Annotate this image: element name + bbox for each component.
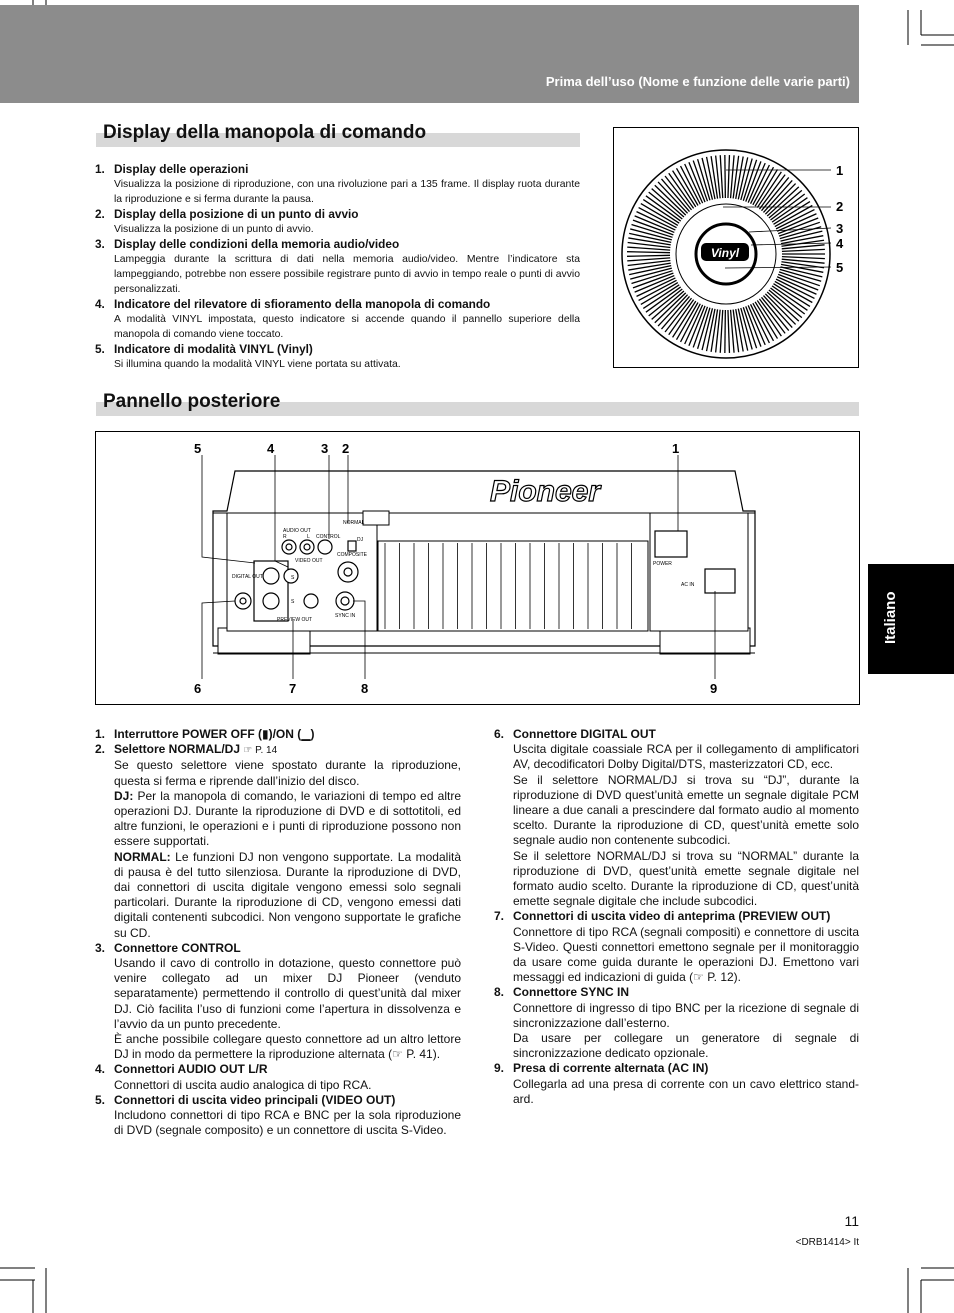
rear-panel-figure xyxy=(95,431,860,705)
document-code: <DRB1414> It xyxy=(795,1237,859,1248)
svg-text:R: R xyxy=(283,534,287,540)
jog-dial-figure xyxy=(613,127,859,368)
callout: 9 xyxy=(710,681,718,696)
svg-text:DIGITAL OUT: DIGITAL OUT xyxy=(232,574,263,580)
list-item: 9. Presa di corrente alternata (AC IN) Collegarla ad una presa di corrente con un cavo elettrico stand-ard. xyxy=(494,1061,859,1106)
svg-text:CONTROL: CONTROL xyxy=(316,534,341,540)
dial-tick xyxy=(725,310,726,353)
list-item: 8. Connettore SYNC IN Connettore di ingresso di tipo BNC per la ricezione di segnale di sincronizzazione dall’esterno. Da usare per collegare un generatore di segnale di sincronizzazione dedicato opzionale. xyxy=(494,985,859,1061)
jog-display-list xyxy=(95,162,580,372)
svg-text:DJ: DJ xyxy=(357,537,364,543)
brand-logo: Pioneer xyxy=(490,475,601,508)
callout: 2 xyxy=(836,199,844,214)
callout: 4 xyxy=(267,441,275,456)
svg-text:SYNC IN: SYNC IN xyxy=(335,613,356,619)
rear-panel-list-left xyxy=(95,727,461,1138)
list-item: 5. Connettori di uscita video principali (VIDEO OUT) Includono connettori di tipo RCA e BNC per la sola riproduzione di DVD (segnale composito) e un connettore di uscita S-Video. xyxy=(95,1092,461,1138)
list-item: 1. Interruttore POWER OFF (▮)/ON (▁) xyxy=(95,727,315,741)
svg-text:S: S xyxy=(291,599,295,605)
svg-text:POWER: POWER xyxy=(653,561,672,567)
rear-panel-list-right xyxy=(494,727,859,1107)
list-item: 4. Indicatore del rilevatore di sfioramento della manopola di comando A modalità VINYL impostata, questo indicatore si accende quando il pannello superiore della manopola di comando viene toccato. xyxy=(95,297,580,340)
svg-text:VIDEO OUT: VIDEO OUT xyxy=(295,558,323,564)
list-item: 3. Display delle condizioni della memoria audio/video Lampeggia durante la scrittura di dati nella memoria audio/video. Mentre l’indicatore sta lampeggiando, potrebbe non essere possibile registrare punto di avvio in tempo reale o punti di avvio personalizzati. xyxy=(95,237,580,295)
list-item: 2. Selettore NORMAL/DJ ☞ P. 14 Se questo selettore viene spostato durante la riproduzione, questa si ferma e riprende dall’inizio del disco. DJ: Per la manopola di comando, le variazioni di tempo ed altre operazioni DJ. Durante la riproduzione di DVD e di sottotitoli, ed altre funzioni, le operazioni e i punti di riproduzione possono non essere supportati. NORMAL: Le funzioni DJ non vengono supportate. La modalità di pausa è del tutto silenziosa. Durante la riproduzione di DVD, dai connettori di uscita digitale vengono emessi solo segnali particolari. Durante la riproduzione di CD, vengono emessi dati digitali contenenti subcodici. Non vengono supportate le grafiche su CD. xyxy=(95,742,461,940)
dial-tick xyxy=(725,155,726,198)
list-item: 5. Indicatore di modalità VINYL (Vinyl) Si illumina quando la modalità VINYL viene portata su attivata. xyxy=(95,342,401,370)
callout: 5 xyxy=(836,260,844,275)
callout: 1 xyxy=(672,441,680,456)
callout: 3 xyxy=(836,221,844,236)
svg-text:AC IN: AC IN xyxy=(681,582,695,588)
callout: 1 xyxy=(836,163,844,178)
svg-text:S: S xyxy=(291,575,295,581)
callout: 4 xyxy=(836,236,844,251)
section-title-jog-display: Display della manopola di comando xyxy=(96,133,580,147)
list-item: 4. Connettori AUDIO OUT L/R Connettori di uscita audio analogica di tipo RCA. xyxy=(95,1062,372,1092)
callout: 3 xyxy=(321,441,329,456)
svg-text:AUDIO OUT: AUDIO OUT xyxy=(283,528,311,534)
list-item: 3. Connettore CONTROL Usando il cavo di controllo in dotazione, questo connettore può venire collegato ad un mixer DJ Pioneer (venduto separatamente) permettendo il controllo di quest’unità dal mixer DJ. Ciò facilita l’uso di funzioni come l’apertura in dissolvenza e l’avvio da un punto precedente. È anche possibile collegare questo connettore ad un altro lettore DJ in modo da permettere la riproduzione alternata (☞ P. 41). xyxy=(95,940,461,1062)
language-tab: Italiano xyxy=(868,564,954,674)
callout: 6 xyxy=(194,681,202,696)
header-subtitle: Prima dell’uso (Nome e funzione delle varie parti) xyxy=(545,74,850,89)
callout: 5 xyxy=(194,441,202,456)
vinyl-label: Vinyl xyxy=(710,246,740,260)
callout: 8 xyxy=(361,681,369,696)
svg-text:NORMAL: NORMAL xyxy=(343,520,365,526)
page-number: 11 xyxy=(844,1213,859,1229)
svg-text:PREVIEW OUT: PREVIEW OUT xyxy=(277,617,313,623)
list-item: 7. Connettori di uscita video di anteprima (PREVIEW OUT) Connettore di tipo RCA (segnali compositi) e connettore di uscita S-Video. Questi connettori emettono segnale per il monitoraggio da usare come guida durante le operazioni DJ. Emettono vari messaggi ed indicazioni di guida (☞ P. 12). xyxy=(494,909,859,985)
list-item: 2. Display della posizione di un punto di avvio Visualizza la posizione di un punto di avvio. xyxy=(95,207,359,235)
svg-text:L: L xyxy=(307,534,310,540)
svg-text:COMPOSITE: COMPOSITE xyxy=(337,552,368,558)
list-item: 6. Connettore DIGITAL OUT Uscita digitale coassiale RCA per il collegamento di amplificatori AV, decodificatori Dolby Digital/DTS, masterizzatori CD, ecc. Se il selettore NORMAL/DJ si trova su “DJ”, durante la riproduzione di DVD quest’unità emette un segnale digitale PCM lineare a due canali a prescindere dal formato audio al momento scelto. Durante la riproduzione di CD, quest’unità emette solo segnale audio non contenente subcodici. Se il selettore NORMAL/DJ si trova su “NORMAL” durante la riproduzione di DVD, quest’unità emette segnale digitale nel formato audio scelto. Durante la riproduzione di CD, quest’unità emette segnale digitale che include subcodici. xyxy=(494,727,859,909)
callout: 7 xyxy=(289,681,297,696)
callout: 2 xyxy=(342,441,350,456)
section-title-rear-panel: Pannello posteriore xyxy=(96,402,859,416)
list-item: 1. Display delle operazioni Visualizza la posizione di riproduzione, con una rivoluzione pari a 135 frame. Il display ruota durante la riproduzione e si ferma durante la pausa. xyxy=(95,162,580,205)
